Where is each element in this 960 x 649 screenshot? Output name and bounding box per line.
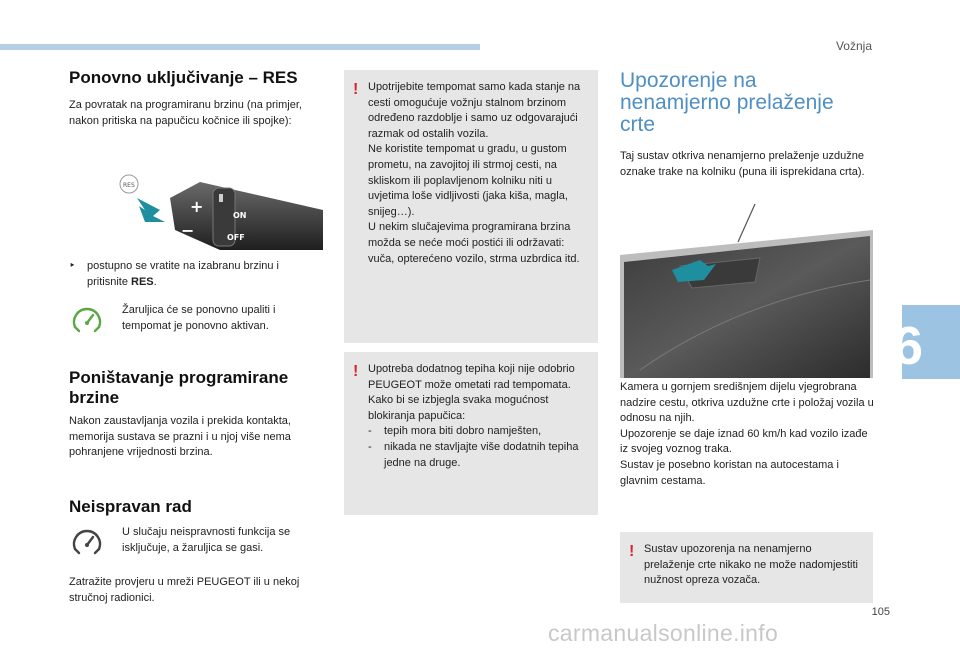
lane-title-line: crte [620,113,656,137]
warning-box-lane [620,532,873,603]
section-label: Vožnja [835,39,872,53]
plus-label: + [190,197,204,216]
minus-label: − [181,221,195,240]
list-item [368,440,590,471]
watermark: carmanualsonline.info [548,620,779,646]
fault-title: Neispravan rad [69,497,192,516]
list-dash: - [368,425,372,438]
warning-exclamation-icon: ! [353,81,359,98]
off-label: OFF [227,233,245,242]
cancel-title: Poništavanje programirane brzine [69,368,289,407]
lane-title-line: nenamjerno prelaženje [620,91,834,115]
res-button-label: RES [123,182,135,189]
res-title: Ponovno uključivanje – RES [69,68,298,87]
list-item [368,424,590,440]
res-intro: Za povratak na programiranu brzinu (na primjer, nakon pritiska na papučicu kočnice ili spojke): [69,99,302,127]
on-label: ON [233,211,247,220]
warning1-paragraph-1: Upotrijebite tempomat samo kada stanje na cesti omogućuje vožnju stalnom brzinom određeno razdoblje i samo uz odgovarajući razmak od ostalih vozila. [368,81,581,140]
page-number: 105 [871,606,890,618]
step-bullet-icon: ‣ [69,260,76,272]
step-key: RES [131,275,154,288]
res-step-text [87,259,307,290]
lane-title [620,70,875,136]
lane-warning-text: Sustav upozorenja na nenamjerno prelaženje crte nikako ne može nadomjestiti nužnost opreza vozača. [644,543,859,587]
fault-indicator-text: U slučaju neispravnosti funkcija se isključuje, a žaruljica se gasi. [122,526,291,554]
lane-paragraph-1: Kamera u gornjem središnjem dijelu vjegrobrana nadzire cestu, otkriva uzdužne crte i položaj vozila u odnosu na njih. [620,381,874,425]
chapter-number: 6 [893,316,924,376]
warning1-paragraph-3: U nekim slučajevima programirana brzina možda se neće moći postići ili održavati: vuča, opterećeno vozilo, strma uzbrdica itd. [368,221,580,265]
press-arrow-icon [137,198,165,222]
lane-intro: Taj sustav otkriva nenamjerno prelaženje uzdužne oznake trake na kolniku (puna ili isprekidana crta). [620,150,865,178]
warning2-text: Upotreba dodatnog tepiha koji nije odobrio PEUGEOT može ometati rad tempomata. Kako bi se izbjegla svaka mogućnost blokiranja papučica: [368,363,575,422]
top-accent-bar [0,44,480,50]
warning-exclamation-icon: ! [629,543,635,560]
windshield-camera-illustration [620,200,873,378]
lane-paragraph-2: Upozorenje se daje iznad 60 km/h kad vozilo izađe iz svojeg voznog traka. [620,427,868,456]
cruise-control-stalk-illustration [115,170,323,250]
fault-indicator-note [69,525,324,561]
res-indicator-note [69,303,324,339]
warning-box-carpet [344,352,598,515]
list-dash: - [368,441,372,454]
step-text: postupno se vratite na izabranu brzinu i pritisnite [87,260,280,288]
res-indicator-text: Žaruljica će se ponovno upaliti i tempomat je ponovno aktivan. [122,304,276,332]
warning1-paragraph-2: Ne koristite tempomat u gradu, u gustom prometu, na zavojitoj ili strmoj cesti, na skliskom ili poplavljenom kolniku niti u uvjetima loše vidljivosti (jaka kiša, magla, snijeg…). [368,143,568,218]
fault-text: Zatražite provjeru u mreži PEUGEOT ili u nekoj stručnoj radionici. [69,576,300,604]
stalk-drawing [115,170,323,250]
lane-paragraph-3: Sustav je posebno koristan na autocestama i glavnim cestama. [620,459,839,487]
list-item-text: tepih mora biti dobro namješten, [384,425,542,438]
cancel-text: Nakon zaustavljanja vozila i prekida kontakta, memorija sustava se prazni i u njoj više nema pohranjene vrijednosti brzina. [69,415,291,459]
cruise-control-indicator-icon [69,303,105,339]
list-item-text: nikada ne stavljajte više dodatnih tepiha jedne na druge. [384,441,579,469]
cruise-control-off-icon [69,525,105,561]
warning-box-usage [344,70,598,343]
lane-description [620,380,875,489]
res-step [69,259,324,290]
step-end: . [153,275,157,288]
warning-exclamation-icon: ! [353,363,359,380]
windshield-drawing [620,200,873,378]
lane-title-line: Upozorenje na [620,69,757,92]
